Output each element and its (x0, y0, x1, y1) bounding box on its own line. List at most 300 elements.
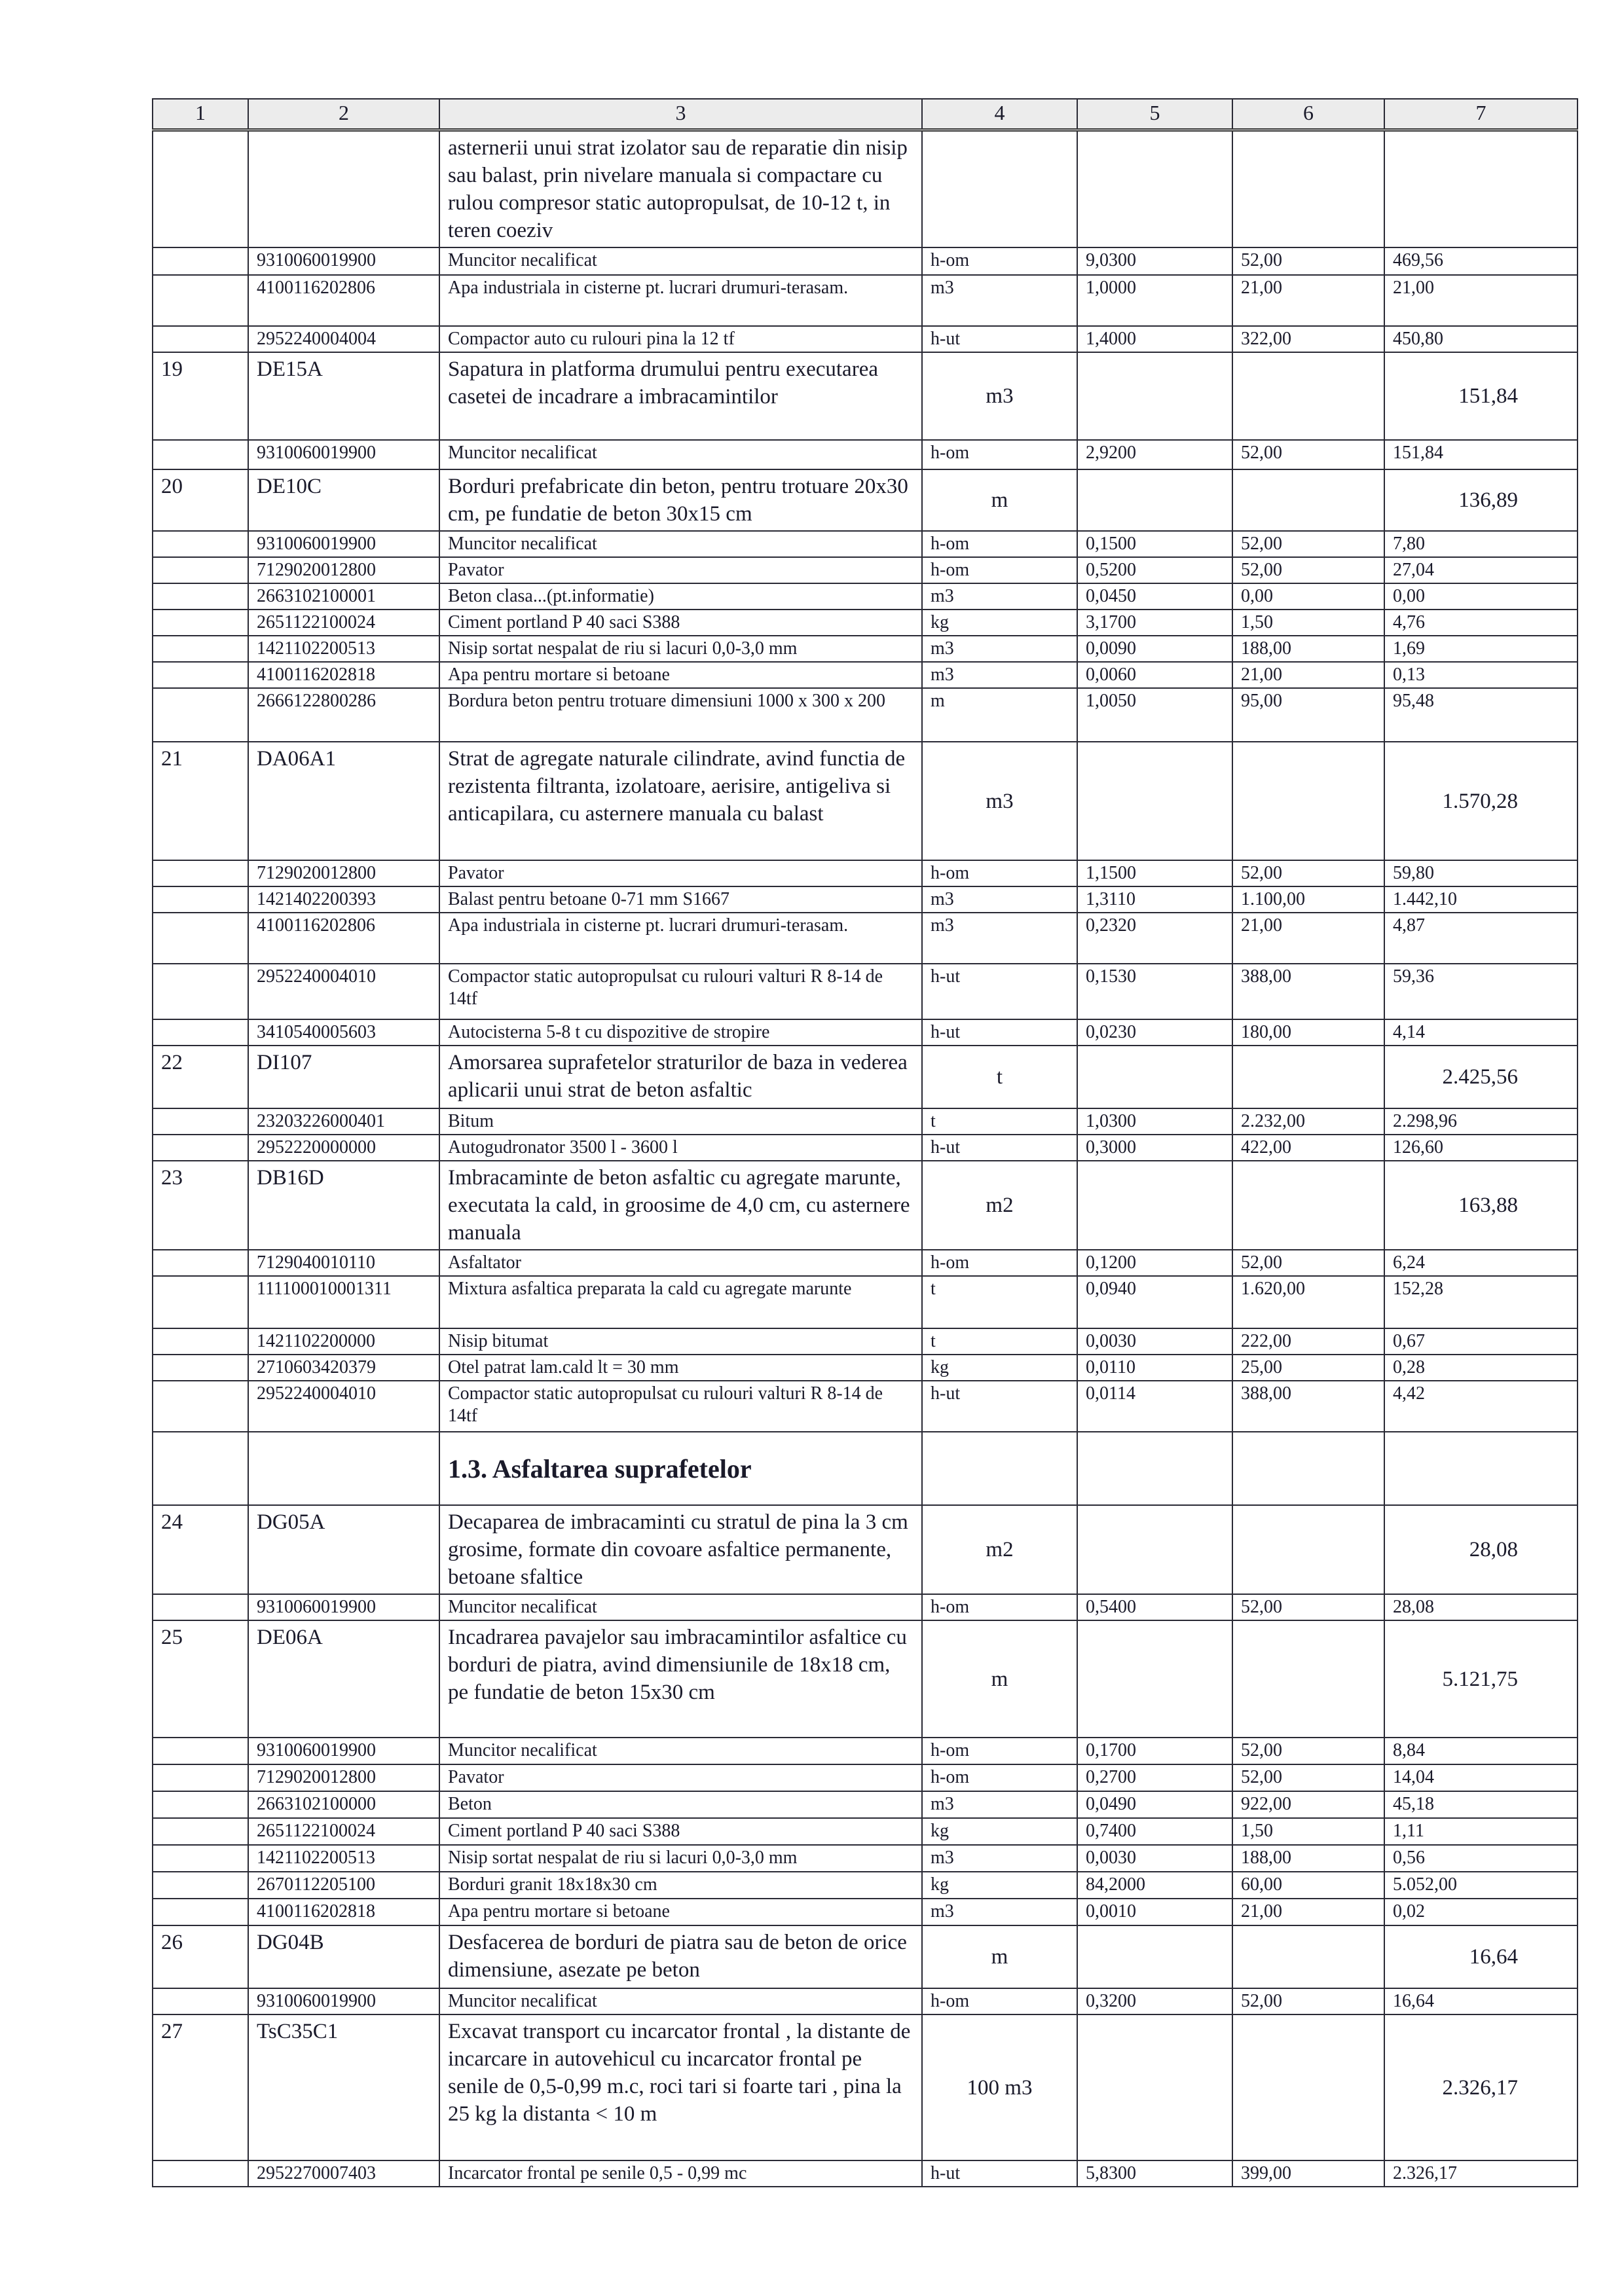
cell-value: 95,48 (1384, 688, 1578, 742)
cell-nr (153, 964, 248, 1019)
cell-qty: 0,0010 (1077, 1899, 1232, 1925)
cell-code: DE10C (248, 469, 439, 531)
cell-qty: 0,0114 (1077, 1381, 1232, 1432)
cell-unit: kg (922, 1872, 1077, 1899)
cell-desc: Muncitor necalificat (439, 440, 922, 469)
cell-unit: m (922, 688, 1077, 742)
cell-qty: 0,0490 (1077, 1791, 1232, 1818)
cell-code: 1421102200513 (248, 636, 439, 662)
cell-qty: 0,7400 (1077, 1818, 1232, 1845)
cell-desc: Beton clasa...(pt.informatie) (439, 583, 922, 610)
empty-cell (248, 1432, 439, 1505)
cell-code: 4100116202806 (248, 913, 439, 964)
cell-desc: Apa pentru mortare si betoane (439, 1899, 922, 1925)
cell-price: 52,00 (1232, 557, 1384, 583)
cell-value: 0,02 (1384, 1899, 1578, 1925)
cell-desc: Excavat transport cu incarcator frontal , la distante de incarcare in autovehicul cu incarcator frontal pe senile de 0,5-0,99 m.c, roci tari si foarte tari , pina la 25 kg la distanta < 10 m (439, 2014, 922, 2160)
cell-nr (153, 1108, 248, 1135)
cell-unit: h-ut (922, 1135, 1077, 1161)
cell-desc: Compactor static autopropulsat cu rulouri valturi R 8-14 de 14tf (439, 964, 922, 1019)
cell-price: 21,00 (1232, 1899, 1384, 1925)
cell-code: DG05A (248, 1505, 439, 1594)
cell-nr (153, 886, 248, 913)
cell-qty: 1,1500 (1077, 860, 1232, 886)
resource-row (153, 1381, 1578, 1432)
cell-code: 2952240004004 (248, 326, 439, 352)
empty-cell (1384, 1432, 1578, 1505)
cell-price: 60,00 (1232, 1872, 1384, 1899)
cell-value: 450,80 (1384, 326, 1578, 352)
cell-code: 2663102100000 (248, 1791, 439, 1818)
cell-value: 6,24 (1384, 1250, 1578, 1276)
cell-nr: 19 (153, 352, 248, 440)
cell-unit: m3 (922, 742, 1077, 860)
cell-code: DE06A (248, 1620, 439, 1738)
cell-unit: m3 (922, 1845, 1077, 1872)
cell-unit: m (922, 1620, 1077, 1738)
cell-value: 45,18 (1384, 1791, 1578, 1818)
cell-qty: 0,1200 (1077, 1250, 1232, 1276)
cell-nr (153, 1250, 248, 1276)
cell-desc: Strat de agregate naturale cilindrate, avind functia de rezistenta filtranta, izolatoare, aerisire, antigeliva si anticapilara, cu asternere manuala cu balast (439, 742, 922, 860)
empty-cell (922, 1432, 1077, 1505)
cell-price (1232, 1046, 1384, 1108)
cell-nr (153, 1988, 248, 2014)
cell-nr (153, 1594, 248, 1620)
cell-code: 7129020012800 (248, 1764, 439, 1791)
cell-desc: Borduri granit 18x18x30 cm (439, 1872, 922, 1899)
cell-nr (153, 130, 248, 248)
cell-unit: h-om (922, 1594, 1077, 1620)
cell-nr (153, 1791, 248, 1818)
cost-estimate-table (152, 98, 1578, 2187)
cell-nr (153, 247, 248, 275)
cell-price: 2.232,00 (1232, 1108, 1384, 1135)
cell-value: 4,87 (1384, 913, 1578, 964)
cell-unit: h-om (922, 1738, 1077, 1764)
cell-desc: Incadrarea pavajelor sau imbracamintilor asfaltice cu borduri de piatra, avind dimensiunile de 18x18 cm, pe fundatie de beton 15x30 cm (439, 1620, 922, 1738)
resource-row (153, 860, 1578, 886)
cell-nr (153, 1899, 248, 1925)
cell-value: 8,84 (1384, 1738, 1578, 1764)
cell-code: 1421402200393 (248, 886, 439, 913)
cell-desc: asternerii unui strat izolator sau de reparatie din nisip sau balast, prin nivelare manuala si compactare cu rulou compresor static autopropulsat, de 10-12 t, in teren coeziv (439, 130, 922, 248)
cell-value: 16,64 (1384, 1925, 1578, 1988)
resource-row (153, 1738, 1578, 1764)
cell-value: 2.326,17 (1384, 2160, 1578, 2187)
cell-nr (153, 1355, 248, 1381)
cell-nr (153, 326, 248, 352)
cell-unit: kg (922, 1818, 1077, 1845)
cell-desc: Muncitor necalificat (439, 531, 922, 557)
cell-qty: 0,5400 (1077, 1594, 1232, 1620)
resource-row (153, 247, 1578, 275)
col-header: 1 (153, 99, 248, 130)
cell-nr (153, 1738, 248, 1764)
cell-qty: 2,9200 (1077, 440, 1232, 469)
cell-desc: Imbracaminte de beton asfaltic cu agregate marunte, executata la cald, in groosime de 4,0 cm, cu asternere manuala (439, 1161, 922, 1250)
cell-unit: m3 (922, 886, 1077, 913)
cell-desc: Pavator (439, 1764, 922, 1791)
resource-row (153, 1328, 1578, 1355)
cell-desc: Asfaltator (439, 1250, 922, 1276)
cell-nr: 26 (153, 1925, 248, 1988)
section-heading-row (153, 1432, 1578, 1505)
cell-qty: 0,1500 (1077, 531, 1232, 557)
cell-value: 2.326,17 (1384, 2014, 1578, 2160)
cell-desc: Apa industriala in cisterne pt. lucrari drumuri-terasam. (439, 913, 922, 964)
cell-unit: m3 (922, 583, 1077, 610)
cell-qty (1077, 1925, 1232, 1988)
cell-value: 4,42 (1384, 1381, 1578, 1432)
cell-desc: Muncitor necalificat (439, 1738, 922, 1764)
item-row (153, 742, 1578, 860)
cell-nr (153, 1019, 248, 1046)
cell-qty: 5,8300 (1077, 2160, 1232, 2187)
cell-desc: Apa industriala in cisterne pt. lucrari drumuri-terasam. (439, 275, 922, 326)
cell-value: 5.121,75 (1384, 1620, 1578, 1738)
cell-unit: h-om (922, 1764, 1077, 1791)
cell-unit: m3 (922, 275, 1077, 326)
cell-price (1232, 1161, 1384, 1250)
resource-row (153, 1764, 1578, 1791)
cell-value: 28,08 (1384, 1594, 1578, 1620)
cell-unit: h-ut (922, 1019, 1077, 1046)
cell-price: 52,00 (1232, 860, 1384, 886)
cell-code: 1421102200000 (248, 1328, 439, 1355)
cell-code: 2663102100001 (248, 583, 439, 610)
cell-qty: 0,0110 (1077, 1355, 1232, 1381)
cell-qty: 84,2000 (1077, 1872, 1232, 1899)
cell-value: 1,69 (1384, 636, 1578, 662)
cell-price: 422,00 (1232, 1135, 1384, 1161)
resource-row (153, 636, 1578, 662)
cell-nr (153, 1818, 248, 1845)
resource-row (153, 1019, 1578, 1046)
cell-price: 188,00 (1232, 1845, 1384, 1872)
cell-nr (153, 440, 248, 469)
cell-nr (153, 636, 248, 662)
cell-value: 151,84 (1384, 352, 1578, 440)
resource-row (153, 1594, 1578, 1620)
cell-price: 1,50 (1232, 1818, 1384, 1845)
cell-code: DE15A (248, 352, 439, 440)
cell-unit: t (922, 1046, 1077, 1108)
cell-code: 2952270007403 (248, 2160, 439, 2187)
cell-code: 2666122800286 (248, 688, 439, 742)
resource-row (153, 326, 1578, 352)
cell-value: 28,08 (1384, 1505, 1578, 1594)
cell-value: 0,56 (1384, 1845, 1578, 1872)
empty-cell (153, 1432, 248, 1505)
cell-nr (153, 583, 248, 610)
cell-desc: Bordura beton pentru trotuare dimensiuni 1000 x 300 x 200 (439, 688, 922, 742)
cell-code: DG04B (248, 1925, 439, 1988)
cell-price (1232, 742, 1384, 860)
item-row (153, 352, 1578, 440)
cell-nr: 25 (153, 1620, 248, 1738)
cell-price: 0,00 (1232, 583, 1384, 610)
resource-row (153, 662, 1578, 688)
cell-nr (153, 557, 248, 583)
cell-value: 0,00 (1384, 583, 1578, 610)
col-header: 5 (1077, 99, 1232, 130)
cell-desc: Incarcator frontal pe senile 0,5 - 0,99 mc (439, 2160, 922, 2187)
cell-desc: Beton (439, 1791, 922, 1818)
cell-nr (153, 610, 248, 636)
cell-code: 7129020012800 (248, 557, 439, 583)
cell-price: 52,00 (1232, 531, 1384, 557)
cell-unit: h-om (922, 1250, 1077, 1276)
cell-price (1232, 1925, 1384, 1988)
cell-desc: Borduri prefabricate din beton, pentru trotuare 20x30 cm, pe fundatie de beton 30x15 cm (439, 469, 922, 531)
cell-qty: 1,4000 (1077, 326, 1232, 352)
cell-nr: 22 (153, 1046, 248, 1108)
cell-code: 2651122100024 (248, 610, 439, 636)
cell-nr (153, 1276, 248, 1328)
cell-value: 2.298,96 (1384, 1108, 1578, 1135)
cell-unit: kg (922, 1355, 1077, 1381)
col-header: 6 (1232, 99, 1384, 130)
cell-desc: Compactor static autopropulsat cu rulouri valturi R 8-14 de 14tf (439, 1381, 922, 1432)
item-row (153, 1161, 1578, 1250)
cell-code (248, 130, 439, 248)
cell-code: 2710603420379 (248, 1355, 439, 1381)
cell-qty: 0,1530 (1077, 964, 1232, 1019)
col-header: 2 (248, 99, 439, 130)
resource-row (153, 583, 1578, 610)
column-number-header (153, 99, 1578, 130)
cell-code: DA06A1 (248, 742, 439, 860)
cell-code: 9310060019900 (248, 1738, 439, 1764)
cell-value: 4,76 (1384, 610, 1578, 636)
cell-qty (1077, 130, 1232, 248)
resource-row (153, 964, 1578, 1019)
cell-price: 25,00 (1232, 1355, 1384, 1381)
cell-unit: h-ut (922, 2160, 1077, 2187)
cell-qty: 0,3200 (1077, 1988, 1232, 2014)
cell-price: 52,00 (1232, 1594, 1384, 1620)
cell-value: 7,80 (1384, 531, 1578, 557)
resource-row (153, 1818, 1578, 1845)
cell-price: 322,00 (1232, 326, 1384, 352)
cell-desc: Sapatura in platforma drumului pentru executarea casetei de incadrare a imbracamintilor (439, 352, 922, 440)
cell-qty: 0,5200 (1077, 557, 1232, 583)
cell-code: 2651122100024 (248, 1818, 439, 1845)
item-row (153, 2014, 1578, 2160)
cell-nr: 23 (153, 1161, 248, 1250)
cell-value: 163,88 (1384, 1161, 1578, 1250)
cell-unit: m (922, 469, 1077, 531)
cell-qty: 0,0940 (1077, 1276, 1232, 1328)
cell-unit: t (922, 1276, 1077, 1328)
cell-nr (153, 913, 248, 964)
cell-unit: m2 (922, 1505, 1077, 1594)
cell-qty: 0,0030 (1077, 1845, 1232, 1872)
cell-code: 4100116202806 (248, 275, 439, 326)
cell-desc: Ciment portland P 40 saci S388 (439, 1818, 922, 1845)
cell-value: 1.570,28 (1384, 742, 1578, 860)
cell-qty: 0,0450 (1077, 583, 1232, 610)
cell-desc: Otel patrat lam.cald lt = 30 mm (439, 1355, 922, 1381)
cell-unit: m3 (922, 662, 1077, 688)
col-header: 3 (439, 99, 922, 130)
resource-row (153, 688, 1578, 742)
cell-price: 52,00 (1232, 247, 1384, 275)
cell-value: 59,80 (1384, 860, 1578, 886)
item-row (153, 1620, 1578, 1738)
resource-row (153, 440, 1578, 469)
cell-nr (153, 275, 248, 326)
resource-row (153, 2160, 1578, 2187)
resource-row (153, 1276, 1578, 1328)
cell-qty (1077, 1046, 1232, 1108)
cell-code: 23203226000401 (248, 1108, 439, 1135)
item-row (153, 469, 1578, 531)
cell-desc: Mixtura asfaltica preparata la cald cu agregate marunte (439, 1276, 922, 1328)
empty-cell (1232, 1432, 1384, 1505)
resource-row (153, 1872, 1578, 1899)
resource-row (153, 1845, 1578, 1872)
cell-nr (153, 1845, 248, 1872)
cell-desc: Nisip sortat nespalat de riu si lacuri 0,0-3,0 mm (439, 1845, 922, 1872)
cell-value: 469,56 (1384, 247, 1578, 275)
item-row (153, 1925, 1578, 1988)
cell-price (1232, 1620, 1384, 1738)
cell-unit (922, 130, 1077, 248)
cell-nr (153, 531, 248, 557)
cell-code: 11110001000131​1 (248, 1276, 439, 1328)
cell-desc: Amorsarea suprafetelor straturilor de baza in vederea aplicarii unui strat de beton asfaltic (439, 1046, 922, 1108)
cell-price: 52,00 (1232, 440, 1384, 469)
cell-qty (1077, 352, 1232, 440)
cell-code: 2952240004010 (248, 964, 439, 1019)
cell-nr (153, 1872, 248, 1899)
cell-nr (153, 860, 248, 886)
resource-row (153, 886, 1578, 913)
cell-unit: m (922, 1925, 1077, 1988)
cell-price: 922,00 (1232, 1791, 1384, 1818)
item-row (153, 1505, 1578, 1594)
col-header: 4 (922, 99, 1077, 130)
col-header: 7 (1384, 99, 1578, 130)
cell-price: 52,00 (1232, 1738, 1384, 1764)
cell-code: 2670112205100 (248, 1872, 439, 1899)
cell-qty: 0,2320 (1077, 913, 1232, 964)
cell-qty (1077, 2014, 1232, 2160)
cell-unit: 100 m3 (922, 2014, 1077, 2160)
cell-qty: 9,0300 (1077, 247, 1232, 275)
cell-price: 95,00 (1232, 688, 1384, 742)
cell-desc: Desfacerea de borduri de piatra sau de beton de orice dimensiune, asezate pe beton (439, 1925, 922, 1988)
cell-unit: kg (922, 610, 1077, 636)
cell-nr (153, 662, 248, 688)
cell-nr (153, 1381, 248, 1432)
cell-price: 1.620,00 (1232, 1276, 1384, 1328)
resource-row (153, 1108, 1578, 1135)
cell-value: 152,28 (1384, 1276, 1578, 1328)
cell-code: 7129020012800 (248, 860, 439, 886)
resource-row (153, 557, 1578, 583)
cell-price (1232, 2014, 1384, 2160)
cell-price (1232, 469, 1384, 531)
cell-unit: h-ut (922, 326, 1077, 352)
cell-price: 222,00 (1232, 1328, 1384, 1355)
cell-price: 388,00 (1232, 1381, 1384, 1432)
cell-price (1232, 1505, 1384, 1594)
cell-nr (153, 688, 248, 742)
cell-code: TsC35C1 (248, 2014, 439, 2160)
cell-value: 0,28 (1384, 1355, 1578, 1381)
cell-price: 21,00 (1232, 913, 1384, 964)
cell-value: 1.442,10 (1384, 886, 1578, 913)
cell-price: 399,00 (1232, 2160, 1384, 2187)
cell-qty: 0,0230 (1077, 1019, 1232, 1046)
cell-price: 1.100,00 (1232, 886, 1384, 913)
resource-row (153, 1135, 1578, 1161)
cell-unit: m3 (922, 352, 1077, 440)
resource-row (153, 1791, 1578, 1818)
cell-unit: m3 (922, 636, 1077, 662)
cell-qty: 0,3000 (1077, 1135, 1232, 1161)
cell-unit: m2 (922, 1161, 1077, 1250)
cell-value: 0,13 (1384, 662, 1578, 688)
cell-code: 4100116202818 (248, 1899, 439, 1925)
cell-unit: m3 (922, 1899, 1077, 1925)
cell-value: 27,04 (1384, 557, 1578, 583)
cell-qty (1077, 1505, 1232, 1594)
cell-code: 2952220000000 (248, 1135, 439, 1161)
cell-value: 5.052,00 (1384, 1872, 1578, 1899)
cell-code: 9310060019900 (248, 531, 439, 557)
cell-desc: Autocisterna 5-8 t cu dispozitive de stropire (439, 1019, 922, 1046)
cell-value: 14,04 (1384, 1764, 1578, 1791)
cell-unit: h-om (922, 440, 1077, 469)
cell-nr (153, 1135, 248, 1161)
cell-value: 0,67 (1384, 1328, 1578, 1355)
cell-qty: 1,0000 (1077, 275, 1232, 326)
cell-value: 59,36 (1384, 964, 1578, 1019)
cell-value: 1,11 (1384, 1818, 1578, 1845)
cell-unit: h-om (922, 1988, 1077, 2014)
cell-nr: 20 (153, 469, 248, 531)
cell-desc: Pavator (439, 860, 922, 886)
cell-desc: Bitum (439, 1108, 922, 1135)
cell-unit: t (922, 1108, 1077, 1135)
cell-qty: 0,0030 (1077, 1328, 1232, 1355)
resource-row (153, 610, 1578, 636)
cell-qty (1077, 469, 1232, 531)
cell-desc: Muncitor necalificat (439, 247, 922, 275)
cell-qty (1077, 742, 1232, 860)
cell-nr: 24 (153, 1505, 248, 1594)
cell-qty: 0,1700 (1077, 1738, 1232, 1764)
cell-price (1232, 352, 1384, 440)
resource-row (153, 1899, 1578, 1925)
resource-row (153, 531, 1578, 557)
cell-code: 7129040010110 (248, 1250, 439, 1276)
cell-qty (1077, 1161, 1232, 1250)
cell-code: 3410540005603 (248, 1019, 439, 1046)
cell-value: 126,60 (1384, 1135, 1578, 1161)
cell-qty: 1,0050 (1077, 688, 1232, 742)
cell-nr (153, 1328, 248, 1355)
item-row (153, 1046, 1578, 1108)
cell-desc: Balast pentru betoane 0-71 mm S1667 (439, 886, 922, 913)
cell-price: 180,00 (1232, 1019, 1384, 1046)
cell-price: 21,00 (1232, 275, 1384, 326)
cell-unit: m3 (922, 1791, 1077, 1818)
